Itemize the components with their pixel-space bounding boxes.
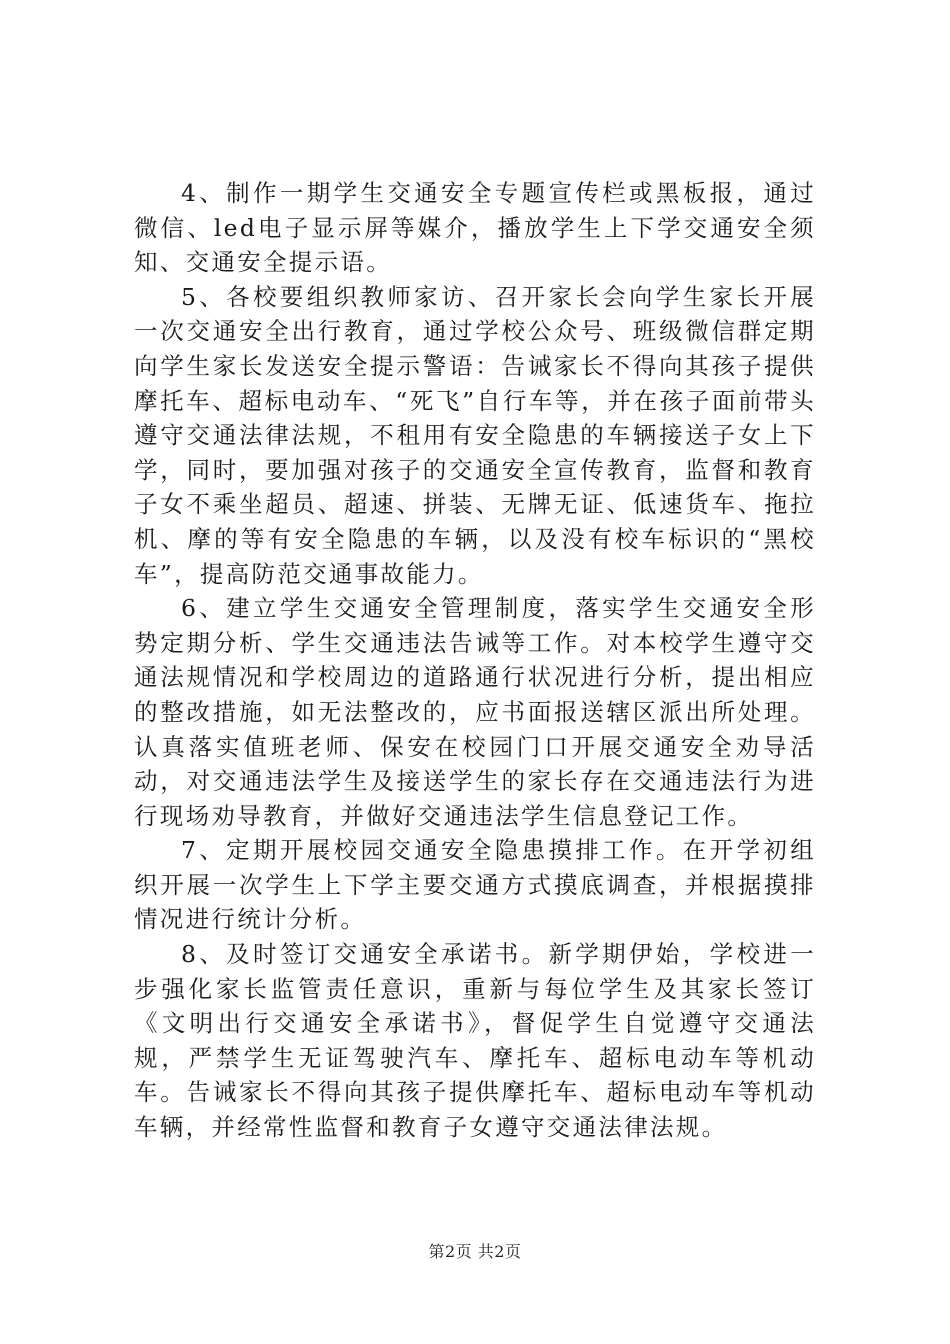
page-footer: 第2页 共2页 xyxy=(428,1242,522,1261)
paragraph-item-4: 4、制作一期学生交通安全专题宣传栏或黑板报，通过微信、led电子显示屏等媒介，播放学生上下学交通安全须知、交通安全提示语。 xyxy=(134,179,816,277)
paragraph-item-7: 7、定期开展校园交通安全隐患摸排工作。在开学初组织开展一次学生上下学主要交通方式摸底调查，并根据摸排情况进行统计分析。 xyxy=(134,836,816,934)
paragraph-item-6: 6、建立学生交通安全管理制度，落实学生交通安全形势定期分析、学生交通违法告诫等工作。对本校学生遵守交通法规情况和学校周边的道路通行状况进行分析，提出相应的整改措施，如无法整改的，应书面报送辖区派出所处理。认真落实值班老师、保安在校园门口开展交通安全劝导活动，对交通违法学生及接送学生的家长存在交通违法行为进行现场劝导教育，并做好交通违法学生信息登记工作。 xyxy=(134,594,816,830)
paragraph-item-5: 5、各校要组织教师家访、召开家长会向学生家长开展一次交通安全出行教育，通过学校公众号、班级微信群定期向学生家长发送安全提示警语：告诫家长不得向其孩子提供摩托车、超标电动车、“死飞”自行车等，并在孩子面前带头遵守交通法律法规，不租用有安全隐患的车辆接送子女上下学，同时，要加强对孩子的交通安全宣传教育，监督和教育子女不乘坐超员、超速、拼装、无牌无证、低速货车、拖拉机、摩的等有安全隐患的车辆，以及没有校车标识的“黑校车”，提高防范交通事故能力。 xyxy=(134,282,816,588)
document-body xyxy=(134,176,816,1145)
paragraph-item-8: 8、及时签订交通安全承诺书。新学期伊始，学校进一步强化家长监管责任意识，重新与每位学生及其家长签订《文明出行交通安全承诺书》，督促学生自觉遵守交通法规，严禁学生无证驾驶汽车、摩托车、超标电动车等机动车。告诫家长不得向其孩子提供摩托车、超标电动车等机动车辆，并经常性监督和教育子女遵守交通法律法规。 xyxy=(134,940,816,1142)
